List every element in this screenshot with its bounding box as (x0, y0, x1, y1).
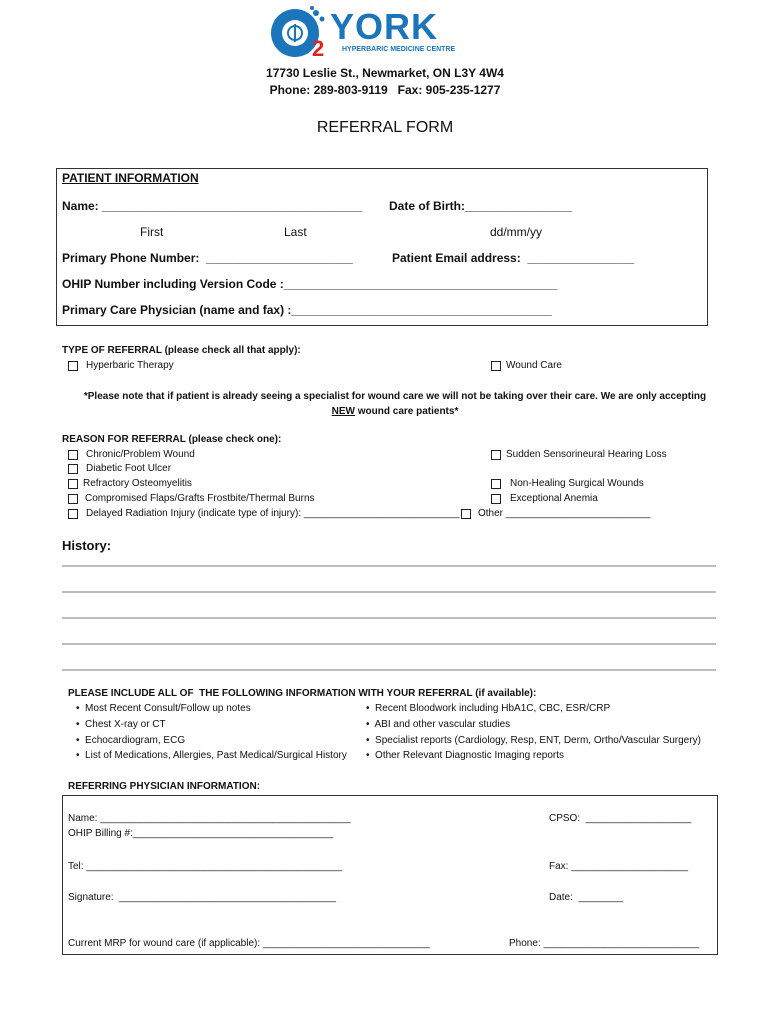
reason-label-surgical: Non-Healing Surgical Wounds (510, 478, 644, 489)
physician-name-field[interactable]: Name: _____________________________________________ (68, 813, 351, 824)
history-line-2[interactable] (62, 591, 716, 593)
include-left-1: • Most Recent Consult/Follow up notes (76, 703, 251, 714)
svg-text:2: 2 (312, 36, 325, 60)
reason-label-chronic: Chronic/Problem Wound (86, 449, 195, 460)
logo (268, 4, 468, 60)
mrp-field[interactable]: Current MRP for wound care (if applicable): ______________________________ (68, 938, 430, 949)
patient-info-heading: PATIENT INFORMATION (62, 171, 199, 185)
reason-checkbox-diabetic[interactable] (68, 464, 78, 474)
first-caption: First (140, 225, 164, 239)
ohip-billing-field[interactable]: OHIP Billing #:____________________________________ (68, 828, 334, 839)
reason-label-hearing: Sudden Sensorineural Hearing Loss (506, 449, 667, 460)
reason-checkbox-hearing[interactable] (491, 450, 501, 460)
date-field[interactable]: Date: ________ (549, 892, 623, 903)
tel-field[interactable]: Tel: ______________________________________________ (68, 861, 343, 872)
reason-checkbox-other[interactable] (461, 509, 471, 519)
last-caption: Last (284, 225, 307, 239)
patient-email-field[interactable]: Patient Email address: ________________ (392, 251, 635, 265)
include-right-2: • ABI and other vascular studies (366, 719, 511, 730)
logo-brand: YORK (330, 6, 439, 47)
reason-checkbox-flaps[interactable] (68, 494, 78, 504)
reason-checkbox-surgical[interactable] (491, 479, 501, 489)
reason-label-radiation: Delayed Radiation Injury (indicate type of injury): ____________________________ (86, 508, 460, 519)
hyperbaric-therapy-checkbox[interactable] (68, 361, 78, 371)
primary-phone-field[interactable]: Primary Phone Number: ______________________ (62, 251, 353, 265)
include-right-1: • Recent Bloodwork including HbA1C, CBC, ESR/CRP (366, 703, 611, 714)
ohip-field[interactable]: OHIP Number including Version Code :_________________________________________ (62, 277, 558, 291)
fax-field[interactable]: Fax: _____________________ (549, 861, 689, 872)
patient-name-field[interactable]: Name: _______________________________________ (62, 199, 363, 213)
reason-heading: REASON FOR REFERRAL (please check one): (62, 434, 282, 445)
history-line-5[interactable] (62, 669, 716, 671)
form-title: REFERRAL FORM (316, 119, 454, 136)
reason-label-anemia: Exceptional Anemia (510, 493, 598, 504)
history-line-1[interactable] (62, 565, 716, 567)
history-line-4[interactable] (62, 643, 716, 645)
include-right-4: • Other Relevant Diagnostic Imaging reports (366, 750, 565, 761)
hyperbaric-therapy-label: Hyperbaric Therapy (86, 360, 174, 371)
referral-type-heading: TYPE OF REFERRAL (please check all that apply): (62, 345, 301, 356)
reason-checkbox-osteomyelitis[interactable] (68, 479, 78, 489)
reason-checkbox-radiation[interactable] (68, 509, 78, 519)
note-new: NEW (331, 406, 355, 417)
reason-label-flaps: Compromised Flaps/Grafts Frostbite/Thermal Burns (85, 493, 315, 504)
reason-label-osteomyelitis: Refractory Osteomyelitis (83, 478, 192, 489)
wound-care-checkbox[interactable] (491, 361, 501, 371)
pcp-field[interactable]: Primary Care Physician (name and fax) :_______________________________________ (62, 303, 552, 317)
include-left-2: • Chest X-ray or CT (76, 719, 166, 730)
phone-fax: Phone: 289-803-9119 Fax: 905-235-1277 (269, 83, 501, 97)
reason-label-diabetic: Diabetic Foot Ulcer (86, 463, 172, 474)
reason-checkbox-anemia[interactable] (491, 494, 501, 504)
history-line-3[interactable] (62, 617, 716, 619)
physician-heading: REFERRING PHYSICIAN INFORMATION: (68, 781, 261, 792)
wound-care-note (60, 389, 730, 419)
address: 17730 Leslie St., Newmarket, ON L3Y 4W4 (266, 66, 504, 80)
note-line-2: wound care patients* (354, 406, 459, 417)
reason-label-other: Other __________________________ (478, 508, 651, 519)
logo-subtitle: HYPERBARIC MEDICINE CENTRE (342, 46, 456, 53)
history-label: History: (62, 538, 112, 553)
note-line-1: *Please note that if patient is already seeing a specialist for wound care we will not be taking over their care. We are only accepting (83, 391, 707, 402)
dob-field[interactable]: Date of Birth:________________ (389, 199, 572, 213)
include-left-3: • Echocardiogram, ECG (76, 735, 186, 746)
reason-checkbox-chronic[interactable] (68, 450, 78, 460)
include-left-4: • List of Medications, Allergies, Past Medical/Surgical History (76, 750, 347, 761)
include-right-3: • Specialist reports (Cardiology, Resp, ENT, Derm, Ortho/Vascular Surgery) (366, 735, 701, 746)
dob-format-caption: dd/mm/yy (490, 225, 543, 239)
signature-field[interactable]: Signature: _______________________________________ (68, 892, 337, 903)
include-heading: PLEASE INCLUDE ALL OF THE FOLLOWING INFORMATION WITH YOUR REFERRAL (if available): (68, 688, 537, 699)
cpso-field[interactable]: CPSO: ___________________ (549, 813, 692, 824)
mrp-phone-field[interactable]: Phone: ____________________________ (509, 938, 700, 949)
wound-care-label: Wound Care (506, 360, 562, 371)
